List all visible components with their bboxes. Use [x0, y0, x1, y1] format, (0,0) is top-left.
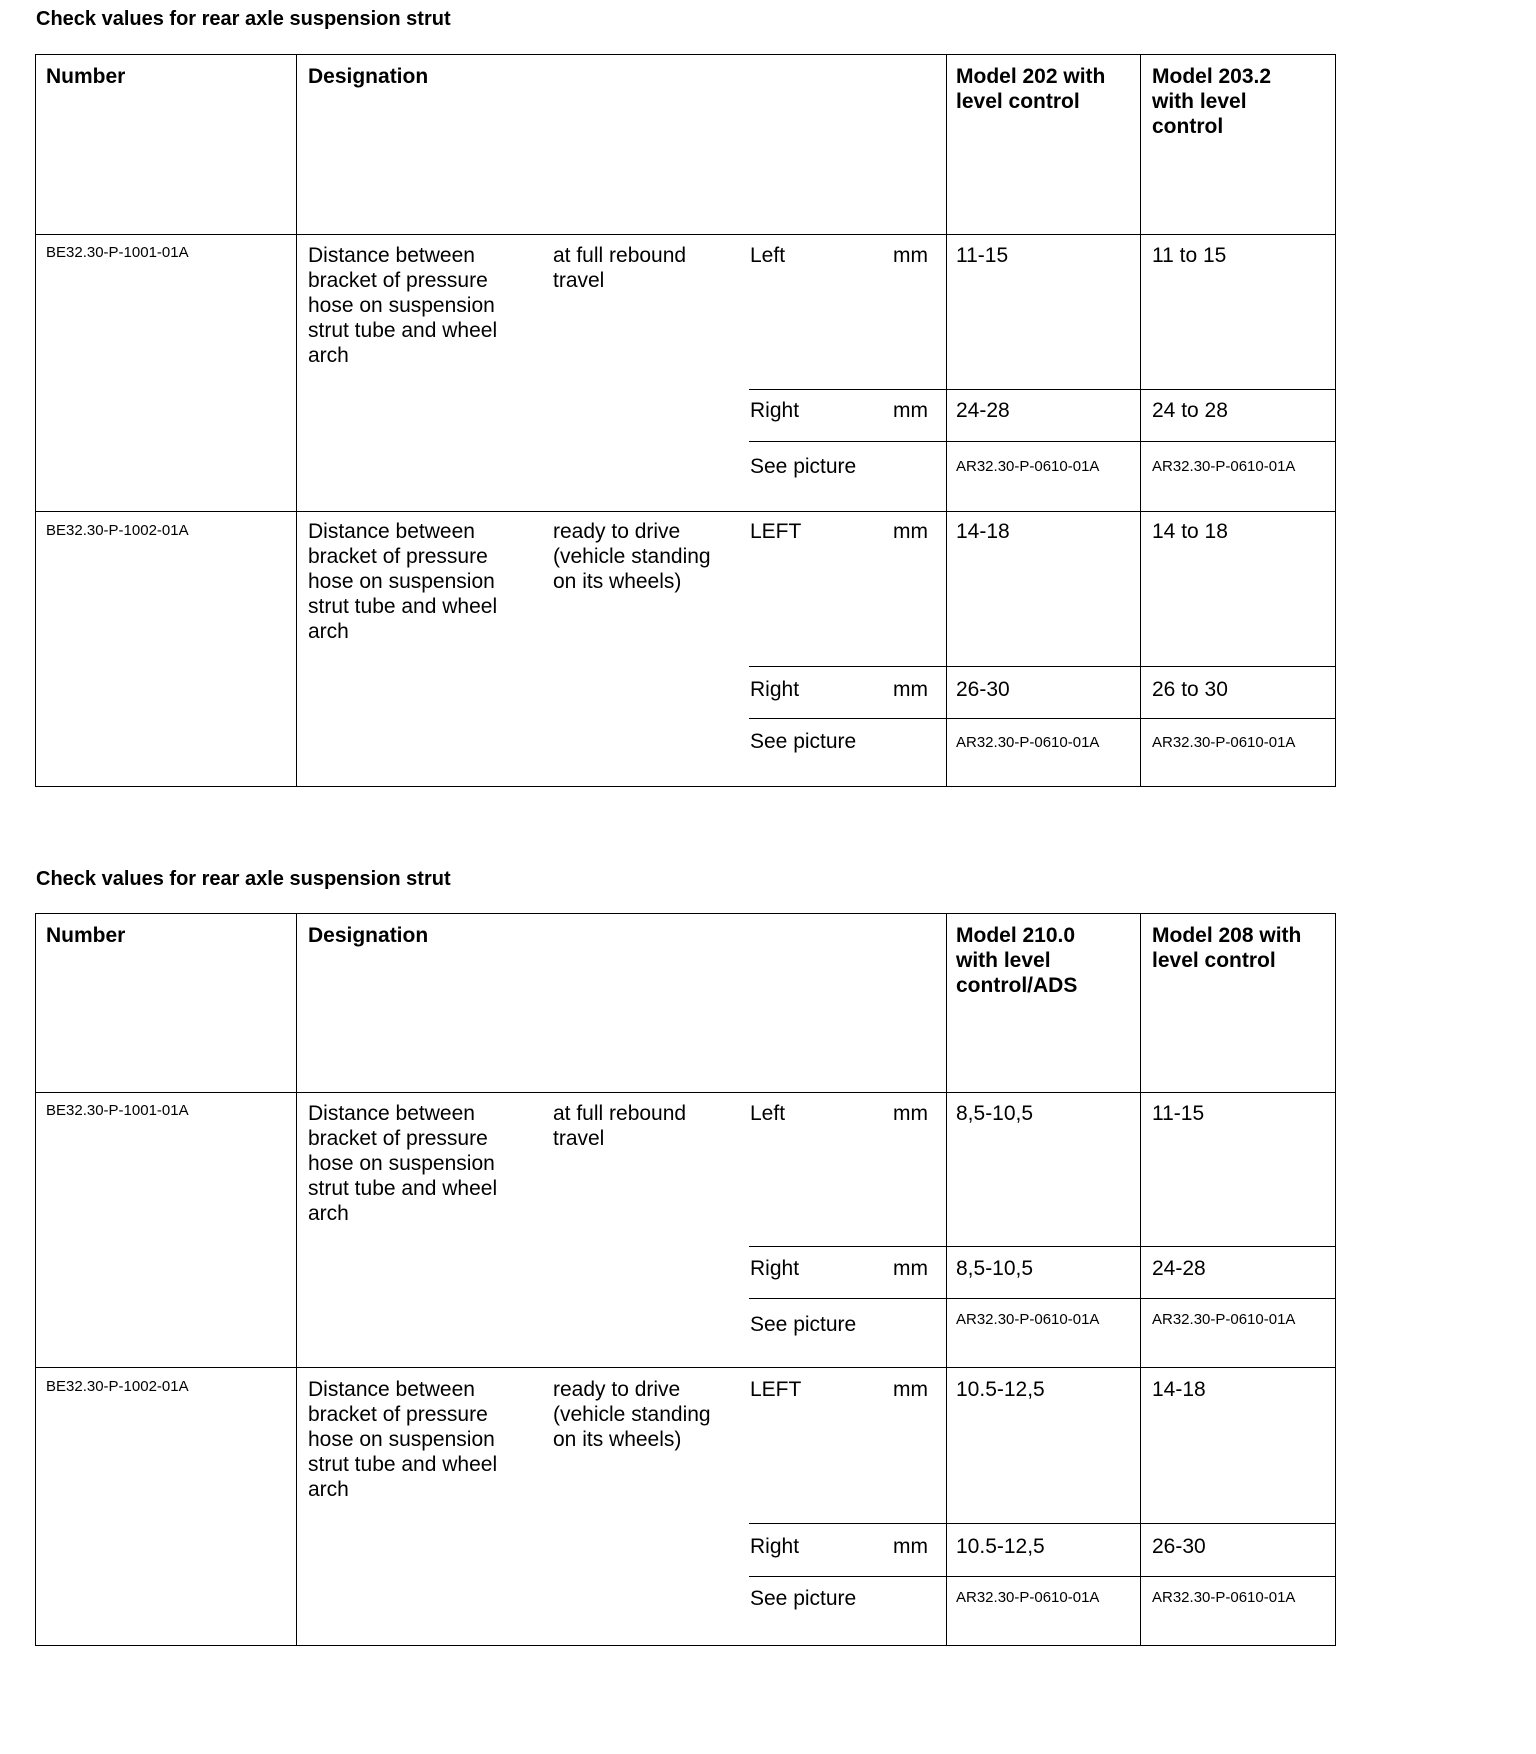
picture-ref-link: AR32.30-P-0610-01A — [956, 1311, 1100, 1328]
row-designation: Distance between bracket of pressure hose on suspension strut tube and wheel arch — [308, 244, 498, 367]
row-side: Left — [750, 244, 786, 267]
header-number: Number — [46, 924, 126, 947]
header-model-b: Model 208 with level control — [1152, 924, 1302, 972]
value-model-a: 26-30 — [956, 678, 1010, 701]
row-unit: mm — [893, 520, 928, 543]
header-model-a: Model 202 with level control — [956, 65, 1106, 113]
value-model-a: 8,5-10,5 — [956, 1102, 1034, 1125]
row-unit: mm — [893, 1378, 928, 1401]
row-side: See picture — [750, 1587, 857, 1610]
row-side: Right — [750, 1257, 800, 1280]
header-model-b: Model 203.2 with level control — [1152, 65, 1272, 138]
value-model-b: 26-30 — [1152, 1535, 1206, 1558]
row-side: Right — [750, 678, 800, 701]
row-condition: ready to drive (vehicle standing on its wheels) — [553, 1378, 711, 1451]
value-model-b: 11-15 — [1152, 1102, 1205, 1125]
row-unit: mm — [893, 244, 928, 267]
row-number: BE32.30-P-1001-01A — [46, 244, 189, 261]
section-title: Check values for rear axle suspension strut — [36, 868, 451, 890]
picture-ref-link: AR32.30-P-0610-01A — [1152, 734, 1296, 751]
row-designation: Distance between bracket of pressure hose on suspension strut tube and wheel arch — [308, 1102, 498, 1225]
row-side: Left — [750, 1102, 786, 1125]
value-model-b: 26 to 30 — [1152, 678, 1228, 701]
row-unit: mm — [893, 1257, 928, 1280]
row-condition: at full rebound travel — [553, 1102, 687, 1150]
row-condition: at full rebound travel — [553, 244, 687, 292]
header-designation: Designation — [308, 924, 429, 947]
row-number: BE32.30-P-1002-01A — [46, 522, 189, 539]
row-side: Right — [750, 399, 800, 422]
value-model-a: 10.5-12,5 — [956, 1378, 1045, 1401]
value-model-a: 14-18 — [956, 520, 1010, 543]
row-side: See picture — [750, 730, 857, 753]
picture-ref-link: AR32.30-P-0610-01A — [1152, 1589, 1296, 1606]
section-title: Check values for rear axle suspension strut — [36, 8, 451, 30]
row-side: LEFT — [750, 520, 802, 543]
row-side: LEFT — [750, 1378, 802, 1401]
picture-ref-link: AR32.30-P-0610-01A — [1152, 1311, 1296, 1328]
row-unit: mm — [893, 1535, 928, 1558]
value-model-a: 10.5-12,5 — [956, 1535, 1045, 1558]
row-side: See picture — [750, 1313, 857, 1336]
picture-ref-link: AR32.30-P-0610-01A — [956, 458, 1100, 475]
row-number: BE32.30-P-1002-01A — [46, 1378, 189, 1395]
row-unit: mm — [893, 1102, 928, 1125]
row-designation: Distance between bracket of pressure hose on suspension strut tube and wheel arch — [308, 520, 498, 643]
row-number: BE32.30-P-1001-01A — [46, 1102, 189, 1119]
row-side: See picture — [750, 455, 857, 478]
picture-ref-link: AR32.30-P-0610-01A — [956, 734, 1100, 751]
value-model-b: 11 to 15 — [1152, 244, 1227, 267]
header-model-a: Model 210.0 with level control/ADS — [956, 924, 1078, 997]
picture-ref-link: AR32.30-P-0610-01A — [1152, 458, 1296, 475]
check-values-table — [35, 54, 1336, 787]
value-model-b: 24-28 — [1152, 1257, 1206, 1280]
header-designation: Designation — [308, 65, 429, 88]
value-model-b: 24 to 28 — [1152, 399, 1228, 422]
row-designation: Distance between bracket of pressure hose on suspension strut tube and wheel arch — [308, 1378, 498, 1501]
check-values-table — [35, 913, 1336, 1646]
row-unit: mm — [893, 399, 928, 422]
row-side: Right — [750, 1535, 800, 1558]
row-unit: mm — [893, 678, 928, 701]
header-number: Number — [46, 65, 126, 88]
value-model-a: 24-28 — [956, 399, 1010, 422]
value-model-b: 14 to 18 — [1152, 520, 1228, 543]
value-model-b: 14-18 — [1152, 1378, 1206, 1401]
value-model-a: 8,5-10,5 — [956, 1257, 1034, 1280]
row-condition: ready to drive (vehicle standing on its wheels) — [553, 520, 711, 593]
picture-ref-link: AR32.30-P-0610-01A — [956, 1589, 1100, 1606]
value-model-a: 11-15 — [956, 244, 1009, 267]
